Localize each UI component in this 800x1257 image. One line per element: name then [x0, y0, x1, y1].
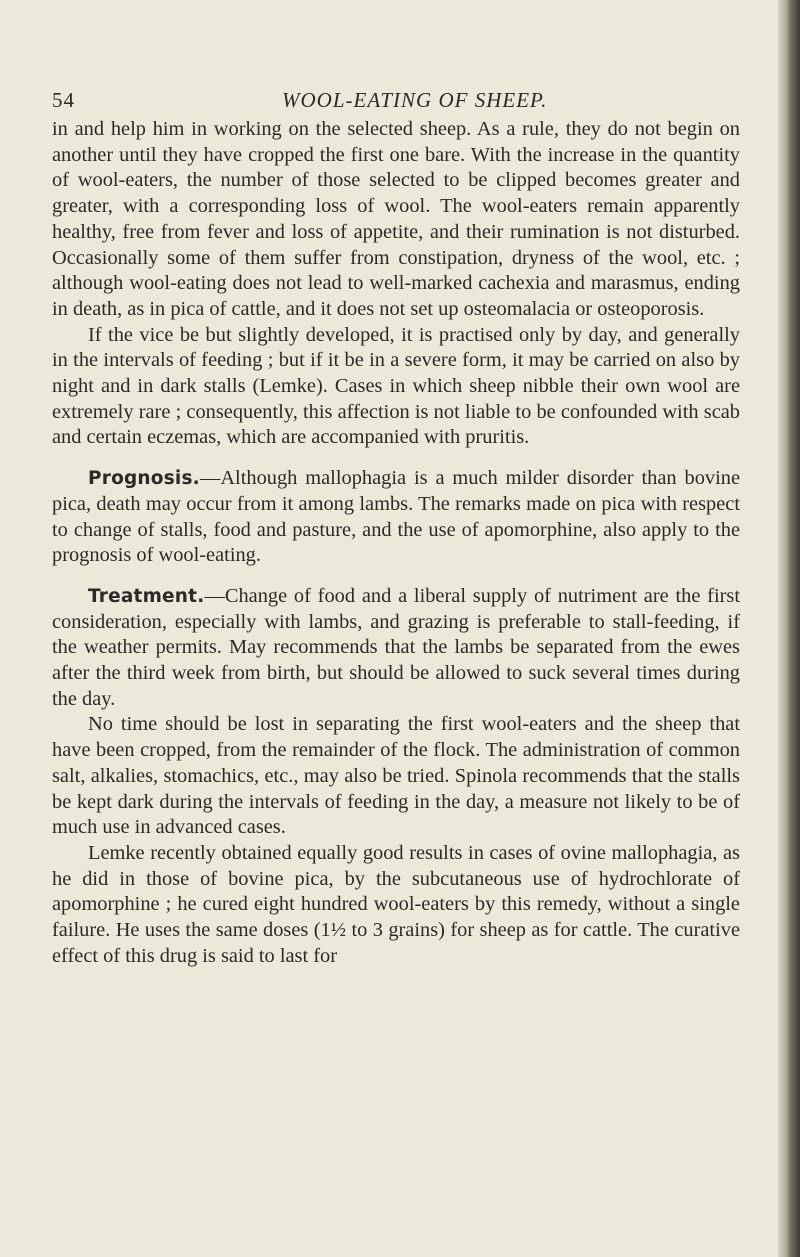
treatment-paragraph	[52, 584, 740, 713]
page-edge-shadow	[778, 0, 800, 1257]
paragraph	[52, 117, 740, 323]
running-head	[52, 88, 742, 118]
paragraph-text: —Change of food and a liberal supply of nutriment are the first consideration, especially with lambs, and grazing is preferable to stall-feeding, if the weather permits. May recommends that the lambs be separated from the ewes after the third week from birth, but should be allowed to suck several times during the day.	[52, 584, 740, 710]
paragraph-text: in and help him in working on the selected sheep. As a rule, they do not begin on another until they have cropped the first one bare. With the increase in the quantity of wool-eaters, the number of those selected to be clipped becomes greater and greater, with a corresponding loss of wool. The wool-eaters remain apparently healthy, free from fever and loss of appetite, and their rumination is not disturbed. Occasionally some of them suffer from constipation, dryness of the wool, etc. ; although wool-eating does not lead to well-marked cachexia and marasmus, ending in death, as in pica of cattle, and it does not set up osteomalacia or osteoporosis.	[52, 118, 740, 320]
paragraph-text: —Although mallophagia is a much milder disorder than bovine pica, death may occur from it among lambs. The remarks made on pica with respect to change of stalls, food and pasture, and the use of apomorphine, also apply to the prognosis of wool-eating.	[52, 467, 740, 567]
paragraph	[52, 323, 740, 452]
paragraph	[52, 841, 740, 970]
paragraph-text: No time should be lost in separating the first wool-eaters and the sheep that have been cropped, from the remainder of the flock. The administration of common salt, alkalies, stomachics, etc., may also be tried. Spinola recommends that the stalls be kept dark during the intervals of feeding in the day, a measure not likely to be of much use in advanced cases.	[52, 713, 740, 839]
prognosis-paragraph	[52, 466, 740, 569]
body-text	[52, 117, 740, 970]
paragraph-text: If the vice be but slightly developed, it is practised only by day, and generally in the intervals of feeding ; but if it be in a severe form, it may be carried on also by night and in dark stalls (Lemke). Cases in which sheep nibble their own wool are extremely rare ; consequently, this affection is not liable to be confounded with scab and certain eczemas, which are accompanied with pruritis.	[52, 323, 740, 449]
section-heading-treatment: Treatment.	[88, 585, 205, 607]
section-heading-prognosis: Prognosis.	[88, 468, 200, 490]
paragraph	[52, 712, 740, 841]
running-title: WOOL-EATING OF SHEEP.	[282, 88, 548, 112]
page-number: 54	[52, 88, 75, 112]
paragraph-text: Lemke recently obtained equally good results in cases of ovine mallophagia, as he did in those of bovine pica, by the subcutaneous use of hydrochlorate of apomorphine ; he cured eight hundred wool-eaters by this remedy, without a single failure. He uses the same doses (1½ to 3 grains) for sheep as for cattle. The curative effect of this drug is said to last for	[52, 841, 740, 967]
